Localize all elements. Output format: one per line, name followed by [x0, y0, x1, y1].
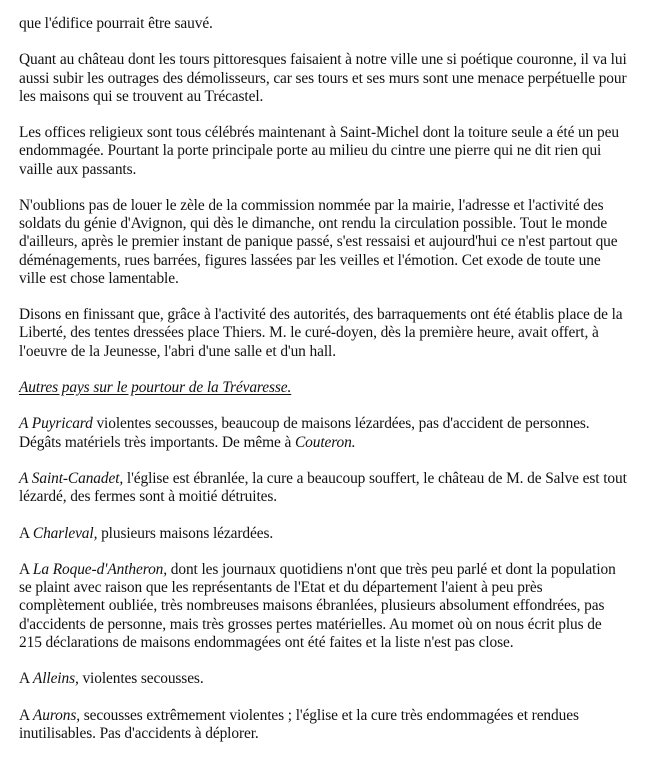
text-run: A: [19, 524, 33, 542]
text-run: A: [19, 706, 33, 724]
paragraph: [19, 561, 628, 652]
paragraph: [19, 124, 628, 179]
text-run: que l'édifice pourrait être sauvé.: [19, 15, 213, 32]
place-name: Aurons,: [32, 706, 80, 724]
place-name: Alleins,: [32, 670, 79, 688]
paragraph: [19, 15, 628, 33]
place-name: Charleval,: [32, 524, 98, 542]
text-run: N'oublions pas de louer le zèle de la commission nommée par la mairie, l'adresse et l'activité des soldats du génie d'Avignon, qui dès le dimanche, ont rendu la circulation possible. Tout le monde d'ailleurs, après le premier instant de panique passé, s'est ressaisi et aujourd'hui ce n'est partout que déménagements, rues barrées, figures lassées par les veilles et l'émotion. Cet exode de toute une ville est chose lamentable.: [19, 196, 618, 287]
place-name: A: [19, 415, 32, 433]
paragraph: [19, 306, 628, 361]
section-heading: [19, 379, 628, 397]
paragraph: [19, 707, 628, 743]
text-run: plusieurs maisons lézardées.: [97, 524, 274, 542]
text-run: Quant au château dont les tours pittoresques faisaient à notre ville une si poétique couronne, il va lui aussi subir les outrages des démolisseurs, car ses tours et ses murs sont une menace perpétuelle pour les maisons qui se trouvent au Trécastel.: [19, 51, 627, 105]
place-name: Puyricard: [31, 415, 93, 433]
place-name: Couteron.: [294, 433, 356, 451]
paragraph: [19, 51, 628, 106]
text-run: A: [19, 670, 33, 688]
text-run: l'église est ébranlée, la cure a beaucoup souffert, le château de M. de Salve est tout lézardé, des fermes sont à moitié détruites.: [19, 469, 627, 506]
text-run: A: [19, 560, 33, 578]
text-run: secousses extrêmement violentes ; l'église et la cure très endommagées et rendues inutilisables. Pas d'accidents à déplorer.: [19, 706, 579, 742]
paragraph: [19, 525, 628, 543]
text-run: violentes secousses, beaucoup de maisons lézardées, pas d'accident de personnes. Dégâts matériels très importants. De même à: [19, 415, 590, 451]
place-name: A Saint-Canadet,: [19, 469, 124, 487]
paragraph: [19, 415, 628, 451]
paragraph: [19, 470, 628, 506]
text-run: Autres pays sur le pourtour de la Trévaresse.: [19, 378, 292, 396]
text-run: violentes secousses.: [78, 670, 204, 688]
place-name: La Roque-d'Antheron,: [32, 560, 168, 578]
text-run: Les offices religieux sont tous célébrés maintenant à Saint-Michel dont la toiture seule a été un peu endommagée. Pourtant la porte principale porte au milieu du cintre une pierre qui ne dit rien qui vaille aux passants.: [19, 124, 619, 178]
paragraph: [19, 197, 628, 288]
document-body: [19, 15, 628, 743]
text-run: Disons en finissant que, grâce à l'activité des autorités, des barraquements ont été établis place de la Liberté, des tentes dressées place Thiers. M. le curé-doyen, dès la première heure, avait offert, à l'oeuvre de la Jeunesse, l'abri d'une salle et d'un hall.: [19, 306, 623, 360]
paragraph: [19, 670, 628, 688]
text-run: dont les journaux quotidiens n'ont que très peu parlé et dont la population se plaint avec raison que les représentants de l'Etat et du département l'aient à peu près complètement oubliée, très nombreuses maisons ébranlées, plusieurs absolument effondrées, pas d'accidents de personne, mais très grosses pertes matérielles. Au momet où on nous écrit plus de 215 déclarations de maisons endommagées ont été faites et la liste n'est pas close.: [19, 560, 616, 651]
